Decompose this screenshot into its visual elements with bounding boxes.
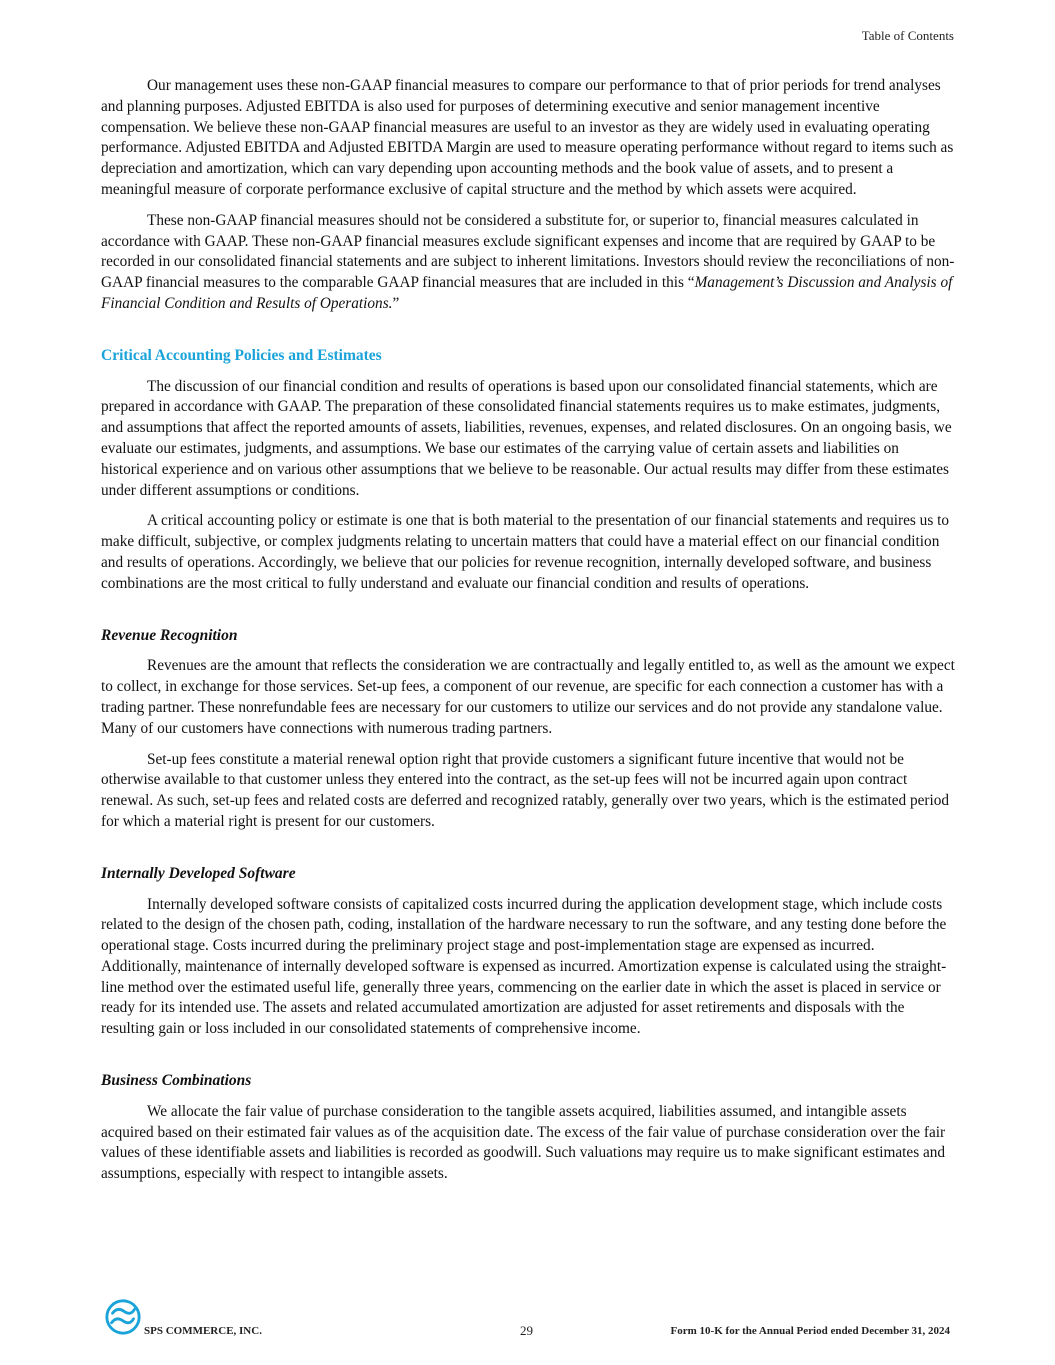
company-name: SPS COMMERCE, INC.: [144, 1325, 262, 1337]
critical-paragraph-2: A critical accounting policy or estimate is one that is both material to the presentation of our financial statements and requires us to make difficult, subjective, or complex judgments relating to uncertain matters that could have a material effect on our financial condition and results of operations. Accordingly, we believe that our policies for revenue recognition, internally developed software, and business combinations are the most critical to fully understand and evaluate our financial condition and results of operations.: [101, 512, 950, 592]
critical-accounting-heading: Critical Accounting Policies and Estimates: [101, 346, 382, 364]
page-number: 29: [520, 1323, 533, 1338]
sps-logo-icon: [104, 1298, 142, 1336]
business-combinations-heading: Business Combinations: [101, 1072, 252, 1090]
internally-developed-software-heading: Internally Developed Software: [101, 864, 296, 882]
revenue-paragraph-2: Set-up fees constitute a material renewal option right that provide customers a significant future incentive that would not be otherwise available to that customer unless they entered into the contract, as the set-up fees will not be incurred again upon contract renewal. As such, set-up fees and related costs are deferred and recognized ratably, generally over two years, which is the estimated period for which a material right is present for our customers.: [101, 750, 950, 830]
page-footer: [0, 1298, 1055, 1348]
revenue-paragraph-1: Revenues are the amount that reflects the consideration we are contractually and legally entitled to, as well as the amount we expect to collect, in exchange for those services. Set-up fees, a component of our revenue, are specific for each connection a customer has with a trading partner. These nonrefundable fees are necessary for our customers to utilize our services and do not provide any standalone value. Many of our customers have connections with numerous trading partners.: [101, 657, 955, 737]
software-paragraph-1: Internally developed software consists of capitalized costs incurred during the application development stage, which include costs related to the design of the chosen path, coding, installation of the hardware necessary to run the software, and any testing done before the operational stage. Costs incurred during the preliminary project stage and post-implementation stage are expensed as incurred. Additionally, maintenance of internally developed software is expensed as incurred. Amortization expense is calculated using the straight-line method over the estimated useful life, generally three years, commencing on the earlier date in which the asset is placed in service or ready for its intended use. The assets and related accumulated amortization are adjusted for asset retirements and disposals with the resulting gain or loss included in our consolidated statements of comprehensive income.: [101, 895, 947, 1038]
intro-paragraph-2-start: These non-GAAP financial measures should not be considered a substitute for, or superior to, financial measures calculated in accordance with GAAP. These non-GAAP financial measures exclude significant expenses and income that are required by GAAP to be recorded in our consolidated financial statements and are subject to inherent limitations. Investors should review the reconciliations of non-GAAP financial measures to the comparable GAAP financial measures that are included in this “: [101, 211, 955, 292]
form-label: Form 10-K for the Annual Period ended December 31, 2024: [670, 1325, 950, 1337]
table-of-contents-link[interactable]: Table of Contents: [861, 28, 954, 43]
critical-paragraph-1: The discussion of our financial condition and results of operations is based upon our consolidated financial statements, which are prepared in accordance with GAAP. The preparation of these consolidated financial statements requires us to make estimates, judgments, and assumptions that affect the reported amounts of assets, liabilities, revenues, expenses, and related disclosures. On an ongoing basis, we evaluate our estimates, judgments, and assumptions. We base our estimates of the carrying value of certain assets and liabilities on historical experience and on various other assumptions that we believe to be reasonable. Our actual results may differ from these estimates under different assumptions or conditions.: [101, 377, 952, 499]
intro-paragraph-2: [101, 211, 955, 315]
intro-paragraph-2-end: ”: [392, 294, 400, 312]
intro-paragraph-2-italic: Management’s Discussion and Analysis of Financial Condition and Results of Operations.: [101, 274, 953, 312]
intro-paragraph-1: Our management uses these non-GAAP financial measures to compare our performance to that of prior periods for trend analyses and planning purposes. Adjusted EBITDA is also used for purposes of determining executive and senior management incentive compensation. We believe these non-GAAP financial measures are useful to an investor as they are widely used in evaluating operating performance. Adjusted EBITDA and Adjusted EBITDA Margin are used to measure operating performance without regard to items such as depreciation and amortization, which can vary depending upon accounting methods and the book value of assets, and to present a meaningful measure of corporate performance exclusive of capital structure and the method by which assets were acquired.: [101, 77, 954, 198]
revenue-recognition-heading: Revenue Recognition: [101, 626, 238, 644]
business-paragraph-1: We allocate the fair value of purchase consideration to the tangible assets acquired, liabilities assumed, and intangible assets acquired based on their estimated fair values as of the acquisition date. The excess of the fair value of purchase consideration over the fair values of these identifiable assets and liabilities is recorded as goodwill. Such valuations may require us to make significant estimates and assumptions, especially with respect to intangible assets.: [101, 1102, 946, 1183]
document-body: [101, 76, 955, 1195]
